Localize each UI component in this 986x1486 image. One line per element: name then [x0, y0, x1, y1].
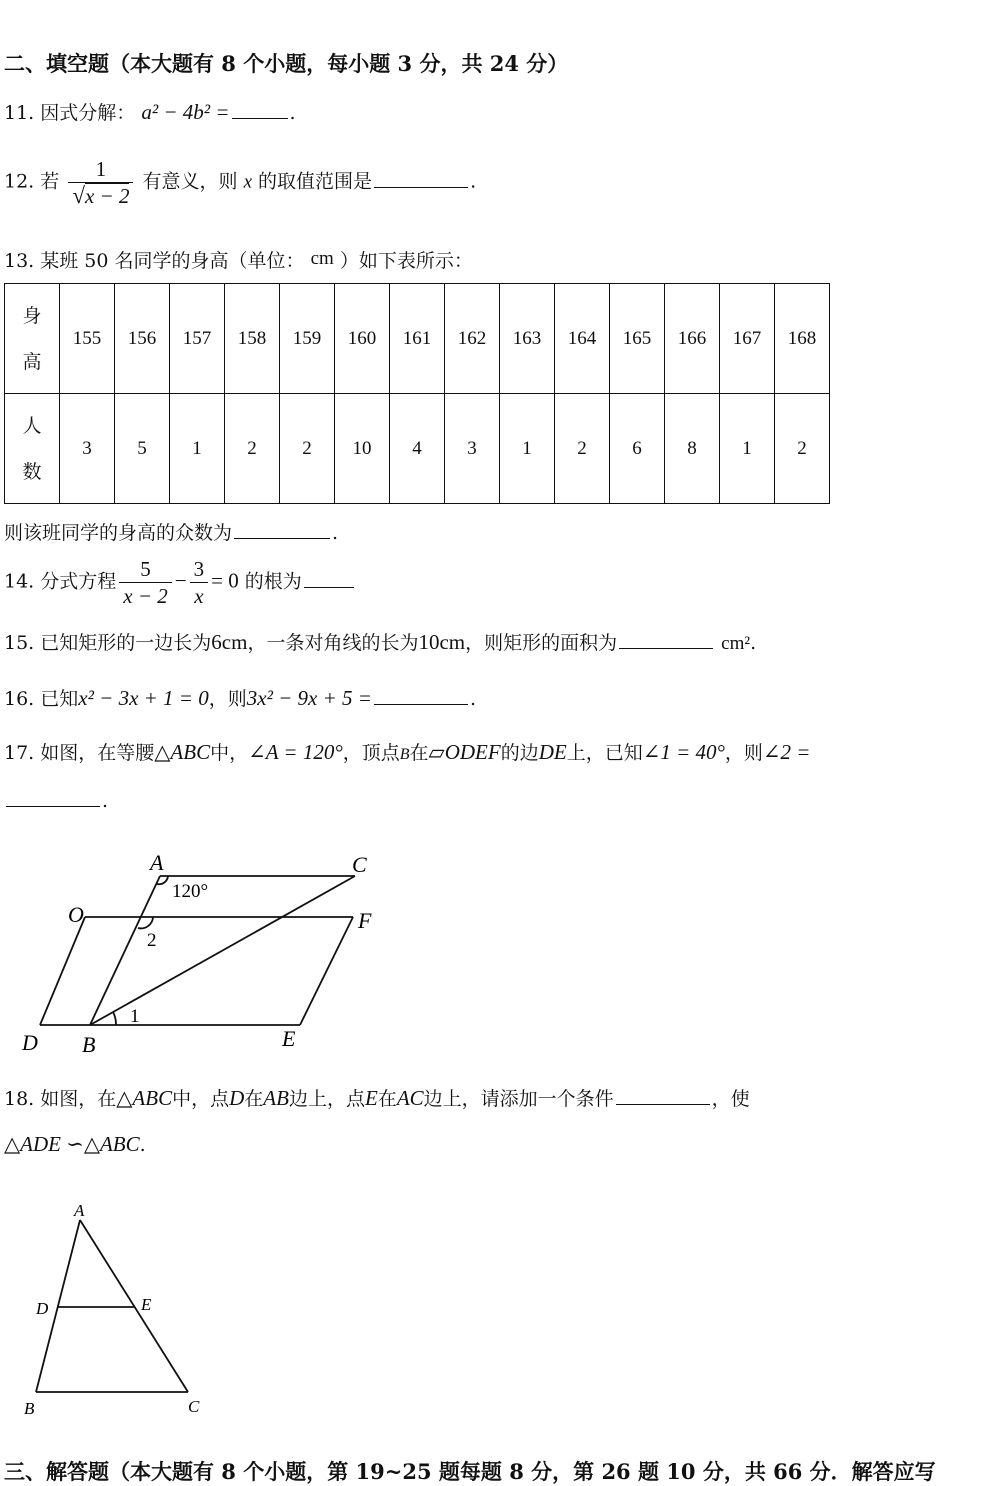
angle-a: ∠A = 120° — [248, 740, 343, 764]
math-expression: x² − 3x + 1 = 0 — [78, 686, 209, 710]
question-text: 在 — [409, 742, 429, 764]
question-text: ，则矩形的面积为 — [465, 632, 618, 654]
question-text: 中， — [210, 742, 249, 764]
label-d: D — [36, 1299, 49, 1318]
question-number: 13. — [4, 250, 35, 272]
answer-blank[interactable] — [619, 630, 713, 649]
question-text: ，顶点 — [342, 742, 400, 764]
question-text: 上，已知 — [566, 742, 643, 764]
period: . — [750, 632, 757, 654]
question-text: 在 — [377, 1088, 397, 1110]
answer-blank[interactable] — [234, 520, 330, 539]
segment-bc — [90, 876, 355, 1025]
table-cell: 163 — [500, 284, 555, 394]
question-11 — [4, 98, 296, 125]
question-text: 的取值范围是 — [258, 170, 373, 193]
similarity-statement: △ADE ∽△ABC — [4, 1132, 140, 1156]
question-18-line-2 — [4, 1132, 146, 1157]
point-d: D — [229, 1086, 245, 1110]
question-15 — [4, 628, 756, 655]
period: . — [469, 688, 476, 710]
radicand: x − 2 — [84, 184, 130, 208]
segment-fe — [300, 917, 353, 1025]
parallelogram-odef: ▱ODEF — [428, 740, 501, 764]
row-header-height: 身 高 — [5, 284, 60, 394]
question-number: 14. — [4, 570, 35, 593]
question-13 — [4, 246, 473, 273]
table-cell: 5 — [115, 394, 170, 504]
figure-parallelogram — [0, 840, 400, 1060]
period: . — [102, 790, 109, 812]
variable: x — [243, 171, 252, 193]
table-cell: 2 — [280, 394, 335, 504]
answer-blank[interactable] — [616, 1086, 710, 1105]
table-cell: 2 — [775, 394, 830, 504]
table-cell: 162 — [445, 284, 500, 394]
label-120-degrees: 120° — [172, 881, 209, 902]
period: . — [470, 170, 477, 193]
label-angle-1: 1 — [130, 1006, 140, 1027]
table-cell: 157 — [170, 284, 225, 394]
question-text: ，则 — [724, 742, 763, 764]
label-e: E — [141, 1295, 152, 1314]
table-cell: 155 — [60, 284, 115, 394]
fraction-numerator: 3 — [193, 557, 205, 581]
answer-blank[interactable] — [6, 788, 100, 807]
question-text: ，一条对角线的长为 — [247, 632, 419, 654]
table-cell: 158 — [225, 284, 280, 394]
label-c: C — [352, 852, 367, 877]
question-text: ）如下表所示： — [339, 250, 473, 272]
question-text: 则该班同学的身高的众数为 — [4, 522, 233, 544]
table-cell: 3 — [60, 394, 115, 504]
vertex-b: B — [399, 746, 410, 763]
table-cell: 1 — [170, 394, 225, 504]
question-text: 已知矩形的一边长为 — [40, 632, 212, 654]
question-text: ，则 — [208, 688, 247, 710]
math-expression: a² − 4b² = — [141, 100, 230, 124]
table-cell: 167 — [720, 284, 775, 394]
answer-blank[interactable] — [374, 169, 468, 188]
label-a: A — [74, 1201, 85, 1220]
fraction-2 — [190, 556, 209, 609]
side-ac: AC — [396, 1086, 424, 1110]
table-cell: 3 — [445, 394, 500, 504]
section-3-heading: 三、解答题（本大题有 8 个小题，第 19~25 题每题 8 分，第 26 题 10 分，共 66 分．解答应写 — [4, 1459, 936, 1484]
question-text: 已知 — [40, 688, 79, 710]
question-18 — [4, 1084, 750, 1111]
fraction-denominator: x − 2 — [119, 582, 172, 609]
question-17 — [4, 738, 810, 765]
point-e: E — [364, 1086, 378, 1110]
fraction-numerator: 1 — [95, 157, 107, 181]
question-number: 16. — [4, 688, 35, 710]
label-a: A — [150, 850, 164, 875]
table-cell: 10 — [335, 394, 390, 504]
fraction-numerator: 5 — [140, 557, 151, 581]
question-text: 在 — [244, 1088, 264, 1110]
question-text: 某班 50 名同学的身高（单位： — [40, 250, 305, 272]
question-14 — [4, 556, 356, 609]
question-number: 17. — [4, 742, 35, 764]
segment-do — [40, 917, 85, 1025]
fraction-denominator: x — [190, 582, 209, 609]
question-text: 边上，点 — [288, 1088, 365, 1110]
question-12 — [4, 156, 476, 209]
unit: cm — [310, 248, 334, 269]
equals-zero: = 0 — [211, 568, 239, 593]
label-d: D — [22, 1030, 38, 1055]
fraction-denominator — [68, 182, 133, 209]
table-cell: 159 — [280, 284, 335, 394]
segment-ac — [80, 1220, 188, 1392]
label-o: O — [68, 902, 84, 927]
question-16 — [4, 684, 476, 711]
table-cell: 164 — [555, 284, 610, 394]
question-text: 有意义，则 — [142, 170, 238, 193]
label-b: B — [82, 1032, 96, 1057]
answer-blank[interactable] — [232, 100, 288, 119]
table-cell: 1 — [720, 394, 775, 504]
label-angle-2: 2 — [147, 930, 157, 951]
period: . — [332, 522, 339, 544]
label-b: B — [24, 1399, 35, 1418]
angle-1: ∠1 = 40° — [642, 740, 725, 764]
angle-2: ∠2 = — [762, 740, 811, 764]
side-de: DE — [538, 740, 567, 764]
figure-triangle — [10, 1196, 230, 1426]
question-text: 若 — [40, 170, 60, 193]
table-cell: 2 — [225, 394, 280, 504]
table-cell: 1 — [500, 394, 555, 504]
value-6cm: 6cm — [211, 630, 248, 654]
unit: cm² — [721, 633, 751, 654]
question-text: 因式分解： — [40, 102, 136, 124]
question-text: 如图，在 — [40, 1088, 117, 1110]
table-cell: 8 — [665, 394, 720, 504]
table-row-heights — [5, 284, 830, 394]
label-e: E — [282, 1026, 296, 1051]
math-expression: 3x² − 9x + 5 = — [246, 686, 372, 710]
side-ab: AB — [263, 1086, 289, 1110]
table-cell: 168 — [775, 284, 830, 394]
question-number: 12. — [4, 170, 35, 193]
table-cell: 165 — [610, 284, 665, 394]
question-13-follow — [4, 518, 338, 545]
question-text: 边上，请添加一个条件 — [423, 1088, 614, 1110]
answer-blank[interactable] — [374, 686, 468, 705]
height-table — [4, 283, 830, 504]
question-number: 18. — [4, 1088, 35, 1110]
label-c: C — [188, 1397, 200, 1416]
period: . — [289, 102, 296, 124]
question-text: 分式方程 — [40, 570, 117, 593]
minus-sign: − — [174, 568, 187, 593]
period: . — [139, 1134, 146, 1156]
sqrt-icon: √ — [72, 183, 85, 208]
question-text: 如图，在等腰 — [40, 742, 155, 764]
row-header-count: 人 数 — [5, 394, 60, 504]
angle-arc-1 — [113, 1012, 116, 1025]
answer-blank[interactable] — [304, 569, 354, 588]
table-cell: 160 — [335, 284, 390, 394]
table-cell: 156 — [115, 284, 170, 394]
table-cell: 166 — [665, 284, 720, 394]
question-number: 11. — [4, 102, 35, 124]
table-row-counts — [5, 394, 830, 504]
triangle-abc: △ABC — [154, 740, 211, 764]
question-text: ，使 — [711, 1088, 750, 1110]
table-cell: 6 — [610, 394, 665, 504]
table-cell: 2 — [555, 394, 610, 504]
table-cell: 4 — [390, 394, 445, 504]
fraction-1 — [119, 556, 172, 609]
question-text: 的根为 — [244, 570, 302, 593]
fraction — [68, 156, 133, 209]
question-text: 的边 — [500, 742, 539, 764]
value-10cm: 10cm — [418, 630, 466, 654]
question-text: 中，点 — [172, 1088, 230, 1110]
triangle-abc: △ABC — [116, 1086, 173, 1110]
section-2-heading: 二、填空题（本大题有 8 个小题，每小题 3 分，共 24 分） — [4, 51, 569, 76]
question-17-blank-line — [4, 788, 108, 812]
question-number: 15. — [4, 632, 35, 654]
table-cell: 161 — [390, 284, 445, 394]
label-f: F — [358, 908, 372, 933]
